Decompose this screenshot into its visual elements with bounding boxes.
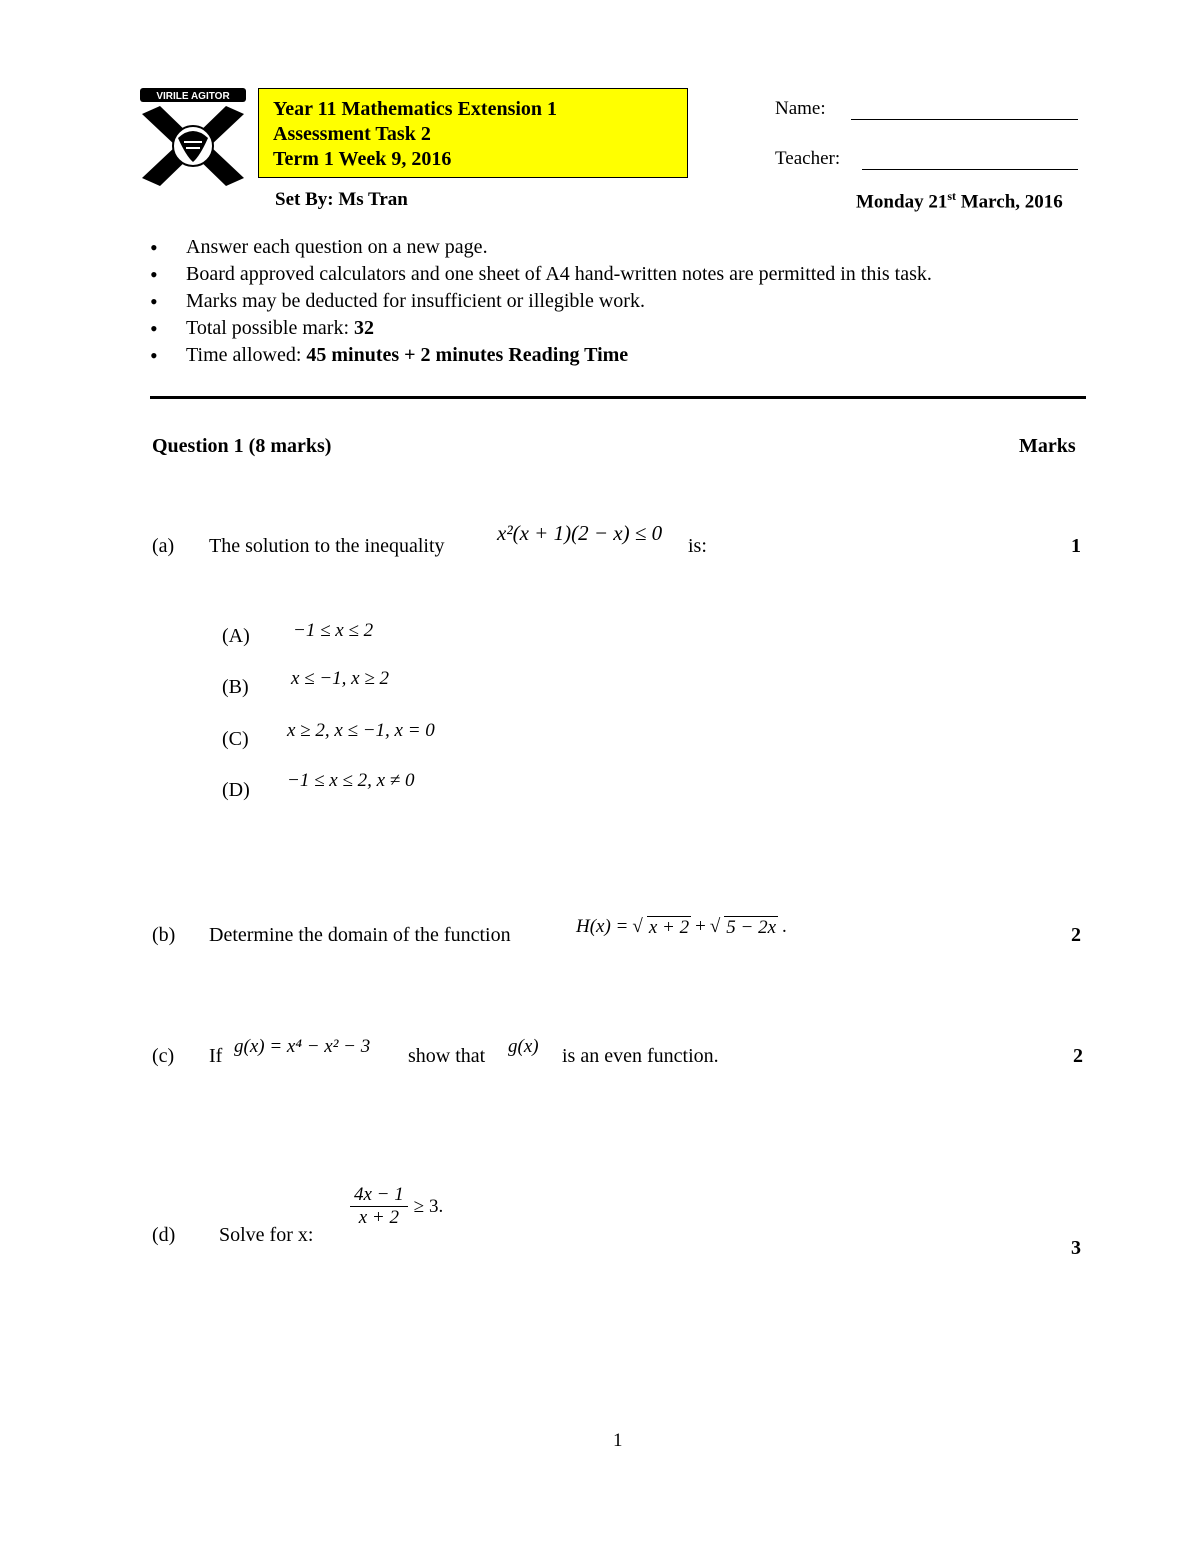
part-b-marks: 2	[1071, 924, 1081, 946]
part-a-label: (a)	[152, 535, 175, 557]
date-day: Monday 21	[856, 191, 948, 213]
marks-heading: Marks	[1019, 435, 1076, 457]
option-b-math: x ≤ −1, x ≥ 2	[291, 668, 390, 689]
teacher-field[interactable]	[862, 169, 1078, 170]
instruction-bold: 45 minutes + 2 minutes Reading Time	[306, 344, 629, 366]
instruction-item	[150, 234, 932, 261]
instruction-text: Total possible mark:	[186, 317, 355, 339]
part-c-math: g(x) = x⁴ − x² − 3	[234, 1036, 371, 1057]
part-a-marks: 1	[1071, 535, 1081, 557]
plus-sign: +	[695, 916, 706, 937]
part-d-text: Solve for x:	[219, 1224, 314, 1246]
title-line-1: Year 11 Mathematics Extension 1	[273, 98, 558, 120]
instruction-item	[150, 288, 932, 315]
fraction-denominator: x + 2	[358, 1207, 400, 1228]
date-rest: March, 2016	[956, 191, 1063, 213]
instruction-text: Time allowed:	[186, 344, 307, 366]
part-b-math	[576, 916, 787, 939]
part-d-relation: ≥ 3.	[413, 1195, 444, 1217]
part-c-label: (c)	[152, 1045, 175, 1067]
option-a-letter: (A)	[222, 625, 250, 647]
part-c-text-mid: show that	[408, 1045, 486, 1067]
part-d-math	[350, 1184, 443, 1229]
instruction-item	[150, 315, 932, 342]
sqrt-sign: √	[709, 916, 721, 937]
instruction-item	[150, 261, 932, 288]
fraction	[350, 1184, 408, 1229]
option-c-math: x ≥ 2, x ≤ −1, x = 0	[287, 720, 435, 741]
radicand-2: 5 − 2x	[726, 917, 777, 938]
title-line-3: Term 1 Week 9, 2016	[273, 148, 452, 170]
instruction-text: Marks may be deducted for insufficient or illegible work.	[186, 290, 645, 312]
option-b-letter: (B)	[222, 676, 249, 698]
page-number: 1	[613, 1430, 623, 1451]
part-b-lhs: H(x) =	[576, 916, 629, 937]
instruction-item	[150, 342, 932, 369]
option-d-letter: (D)	[222, 779, 250, 801]
part-a-text-after: is:	[688, 535, 707, 557]
part-a-math: x²(x + 1)(2 − x) ≤ 0	[497, 521, 663, 545]
part-d-marks: 3	[1071, 1237, 1081, 1259]
part-b-text: Determine the domain of the function	[209, 924, 511, 946]
set-by: Set By: Ms Tran	[275, 189, 408, 210]
part-d-label: (d)	[152, 1224, 176, 1246]
part-a-text: The solution to the inequality	[209, 535, 445, 557]
option-d-math: −1 ≤ x ≤ 2, x ≠ 0	[287, 770, 415, 791]
fraction-numerator: 4x − 1	[350, 1184, 408, 1207]
school-crest-logo	[138, 86, 248, 190]
part-b-dot: .	[782, 916, 787, 937]
part-c-if: If	[209, 1045, 223, 1067]
title-box	[258, 88, 688, 178]
option-a-math: −1 ≤ x ≤ 2	[293, 620, 374, 641]
part-c-math2: g(x)	[508, 1036, 539, 1057]
svg-text:VIRILE AGITOR: VIRILE AGITOR	[156, 91, 230, 102]
instruction-bold: 32	[354, 317, 375, 339]
instruction-text: Board approved calculators and one sheet of A4 hand-written notes are permitted in this task.	[186, 263, 932, 285]
instructions-list	[150, 234, 932, 369]
part-c-marks: 2	[1073, 1045, 1083, 1067]
name-label: Name:	[775, 98, 826, 119]
radicand-1: x + 2	[648, 917, 690, 938]
question-heading: Question 1 (8 marks)	[152, 435, 332, 457]
title-line-2: Assessment Task 2	[273, 123, 431, 145]
date-sup: st	[947, 189, 956, 203]
section-divider	[150, 396, 1086, 399]
part-c-text-end: is an even function.	[562, 1045, 719, 1067]
part-b-label: (b)	[152, 924, 176, 946]
option-c-letter: (C)	[222, 728, 249, 750]
name-field[interactable]	[851, 119, 1078, 120]
exam-date	[856, 189, 1063, 213]
instruction-text: Answer each question on a new page.	[186, 236, 488, 258]
sqrt-sign: √	[632, 916, 643, 937]
teacher-label: Teacher:	[775, 148, 841, 169]
